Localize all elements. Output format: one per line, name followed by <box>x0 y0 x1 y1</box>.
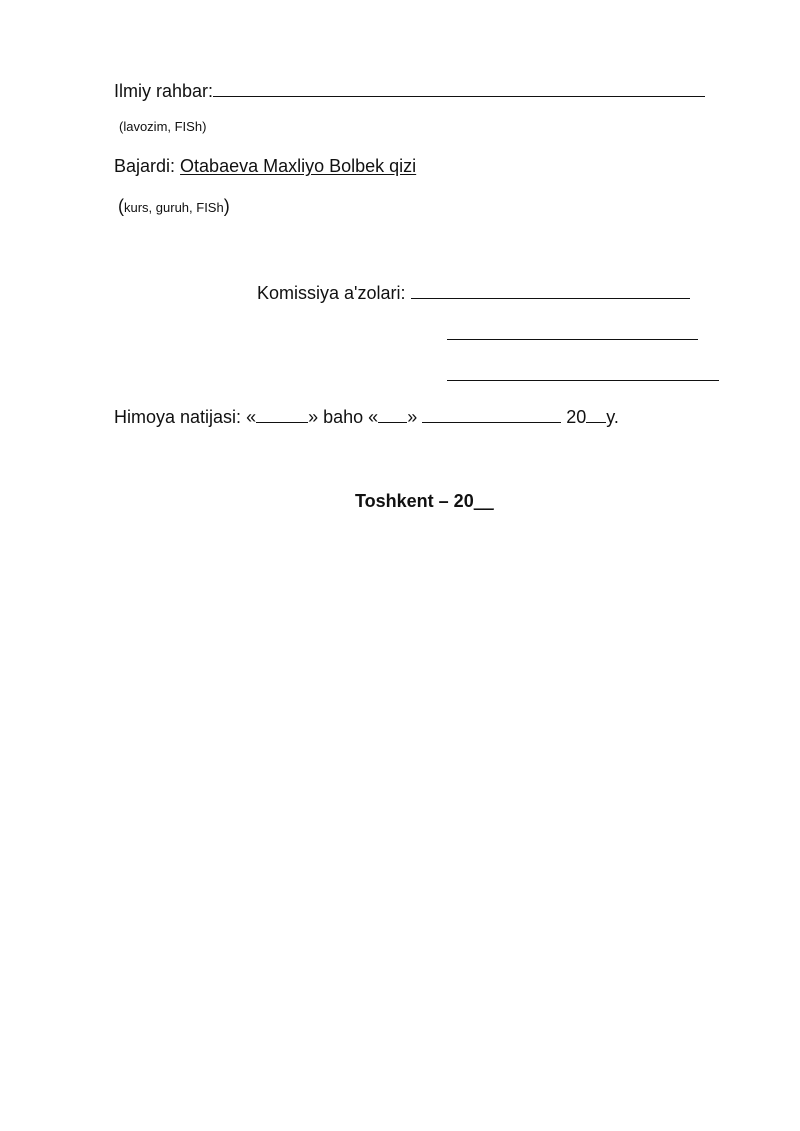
defense-label: Himoya natijasi: <box>114 407 242 427</box>
performer-hint <box>118 198 230 216</box>
performer-hint-open: ( <box>118 196 124 216</box>
supervisor-hint-text: (lavozim, FISh) <box>119 119 207 134</box>
defense-year-prefix: 20 <box>566 407 587 427</box>
supervisor-blank[interactable] <box>213 79 705 97</box>
commission-blank-1[interactable] <box>411 281 690 299</box>
footer-year-blank[interactable]: __ <box>473 491 494 511</box>
defense-row <box>114 405 619 428</box>
commission-row <box>257 281 690 304</box>
commission-row-3 <box>447 363 719 386</box>
commission-row-2 <box>447 322 698 345</box>
defense-grade-label: baho <box>323 407 364 427</box>
performer-row <box>114 155 416 177</box>
supervisor-row <box>114 79 705 102</box>
defense-grade-blank[interactable] <box>378 405 407 423</box>
footer-row <box>355 490 494 512</box>
supervisor-hint <box>119 119 206 135</box>
defense-year-suffix: y. <box>606 407 619 427</box>
commission-blank-2[interactable] <box>447 322 698 340</box>
performer-hint-close: ) <box>223 196 230 216</box>
supervisor-label: Ilmiy rahbar: <box>114 81 214 101</box>
defense-year-blank[interactable] <box>586 405 606 423</box>
defense-result-blank[interactable] <box>256 405 308 423</box>
defense-quote-close-1: » <box>308 407 319 427</box>
performer-name: Otabaeva Maxliyo Bolbek qizi <box>180 156 417 176</box>
commission-label: Komissiya a'zolari: <box>257 283 406 303</box>
defense-quote-close-2: » <box>407 407 418 427</box>
performer-hint-text: kurs, guruh, FISh <box>124 200 224 215</box>
performer-label: Bajardi: <box>114 156 176 176</box>
footer-city-year: Toshkent – 20 <box>355 491 474 511</box>
defense-quote-open-1: « <box>246 407 257 427</box>
defense-quote-open-2: « <box>368 407 379 427</box>
defense-date-blank[interactable] <box>422 405 561 423</box>
commission-blank-3[interactable] <box>447 363 719 381</box>
